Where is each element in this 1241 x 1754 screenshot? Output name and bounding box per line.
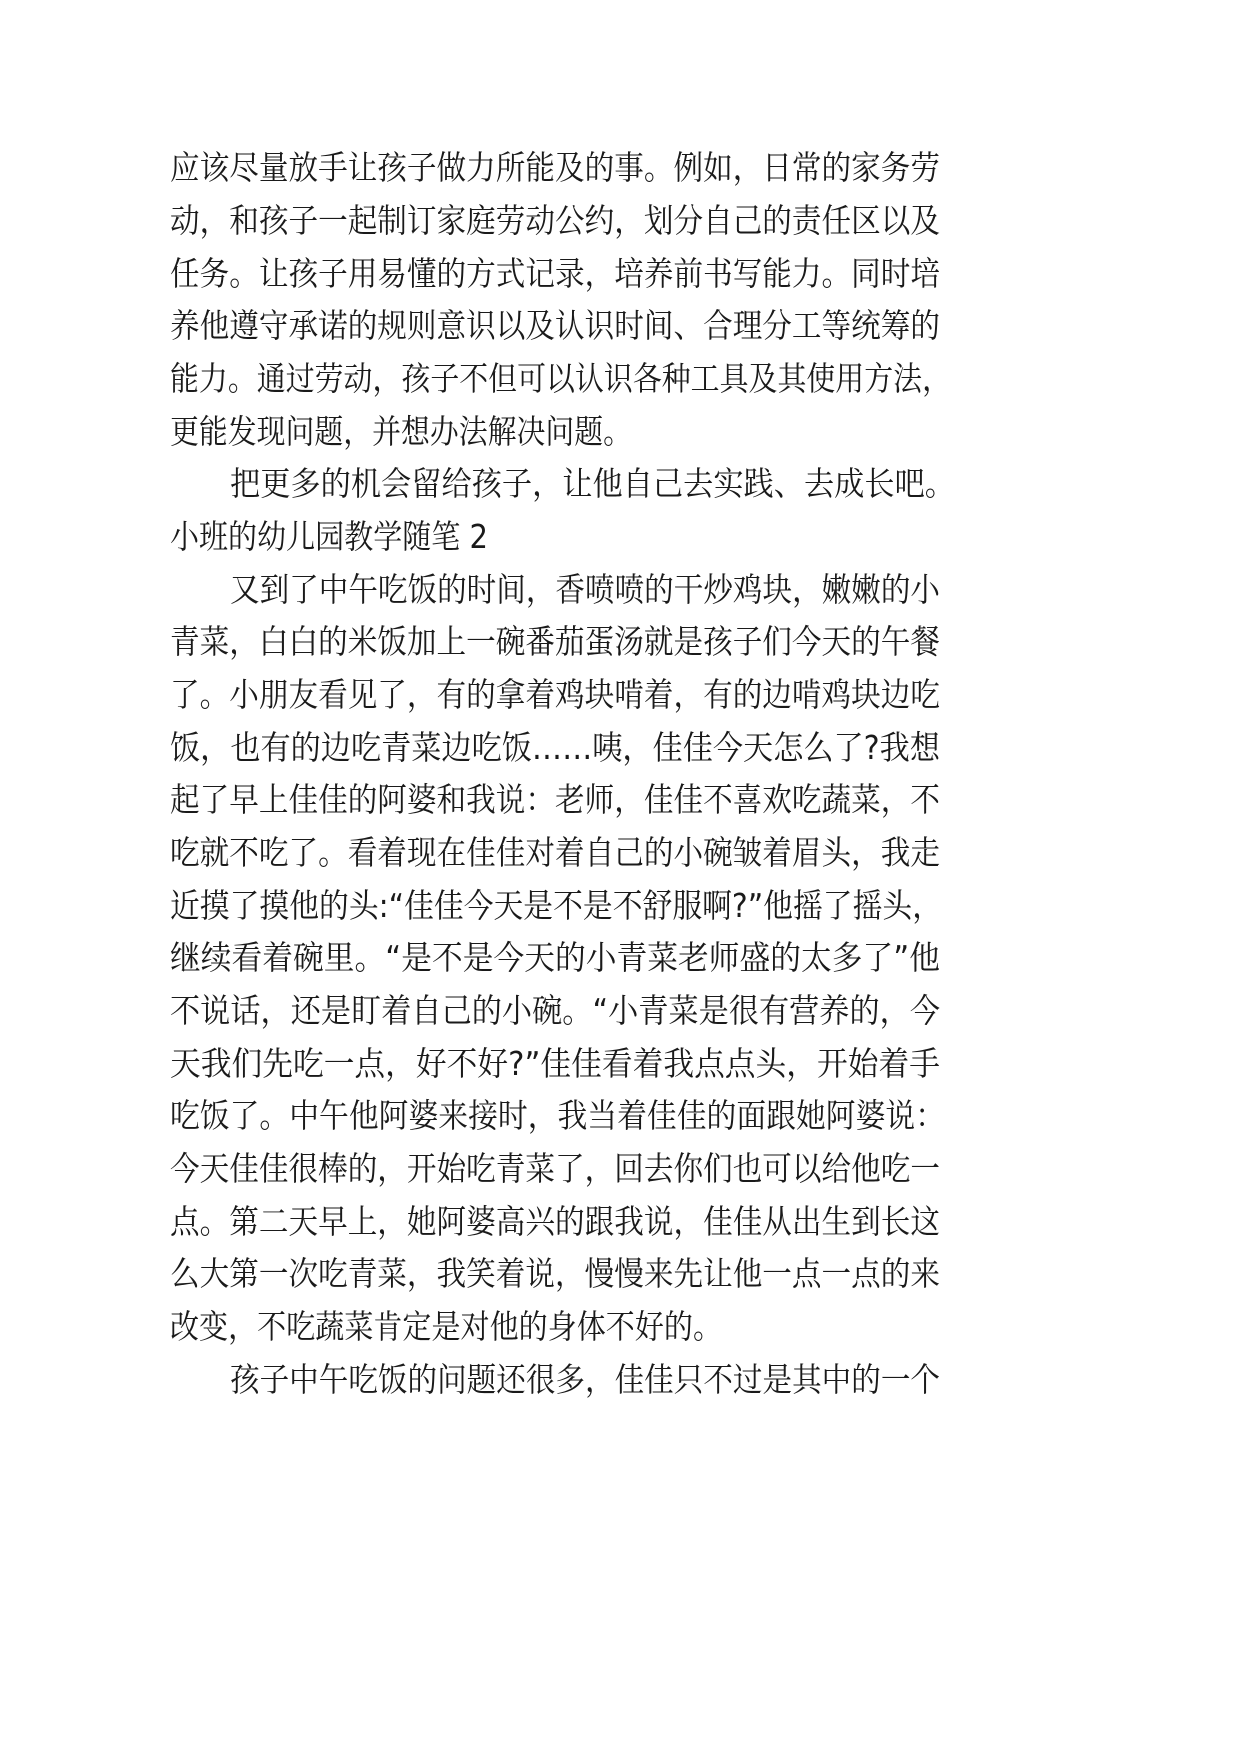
text-line: 任务。让孩子用易懂的方式记录，培养前书写能力。同时培 <box>170 254 940 293</box>
text-line: 孩子中午吃饭的问题还很多，佳佳只不过是其中的一个 <box>230 1360 940 1399</box>
text-line: 天我们先吃一点，好不好?”佳佳看着我点点头，开始着手 <box>170 1044 940 1083</box>
text-line: 能力。通过劳动，孩子不但可以认识各种工具及其使用方法， <box>170 359 951 398</box>
text-line: 吃就不吃了。看着现在佳佳对着自己的小碗皱着眉头，我走 <box>170 833 940 872</box>
text-line: 更能发现问题，并想办法解决问题。 <box>170 412 632 451</box>
text-line: 起了早上佳佳的阿婆和我说：老师，佳佳不喜欢吃蔬菜，不 <box>170 780 940 819</box>
text-line: 近摸了摸他的头:“佳佳今天是不是不舒服啊?”他摇了摇头， <box>170 886 942 925</box>
text-line: 不说话，还是盯着自己的小碗。“小青菜是很有营养的，今 <box>170 991 940 1030</box>
text-line: 点。第二天早上，她阿婆高兴的跟我说，佳佳从出生到长这 <box>170 1202 940 1241</box>
section-heading: 小班的幼儿园教学随笔 2 <box>170 517 488 556</box>
text-line: 又到了中午吃饭的时间，香喷喷的干炒鸡块，嫩嫩的小 <box>230 570 940 609</box>
text-line: 今天佳佳很棒的，开始吃青菜了，回去你们也可以给他吃一 <box>170 1149 940 1188</box>
text-line: 吃饭了。中午他阿婆来接时，我当着佳佳的面跟她阿婆说： <box>170 1096 945 1135</box>
text-line: 养他遵守承诺的规则意识以及认识时间、合理分工等统筹的 <box>170 306 940 345</box>
text-line: 继续看着碗里。“是不是今天的小青菜老师盛的太多了”他 <box>170 938 940 977</box>
text-line: 饭，也有的边吃青菜边吃饭……咦，佳佳今天怎么了?我想 <box>170 728 940 767</box>
text-line: 么大第一次吃青菜，我笑着说，慢慢来先让他一点一点的来 <box>170 1254 940 1293</box>
text-line: 青菜，白白的米饭加上一碗番茄蛋汤就是孩子们今天的午餐 <box>170 622 940 661</box>
text-line: 了。小朋友看见了，有的拿着鸡块啃着，有的边啃鸡块边吃 <box>170 675 940 714</box>
text-line: 应该尽量放手让孩子做力所能及的事。例如，日常的家务劳 <box>170 148 940 187</box>
text-line: 改变，不吃蔬菜肯定是对他的身体不好的。 <box>170 1307 722 1346</box>
text-line: 把更多的机会留给孩子，让他自己去实践、去成长吧。 <box>230 464 955 503</box>
text-line: 动，和孩子一起制订家庭劳动公约，划分自己的责任区以及 <box>170 201 940 240</box>
